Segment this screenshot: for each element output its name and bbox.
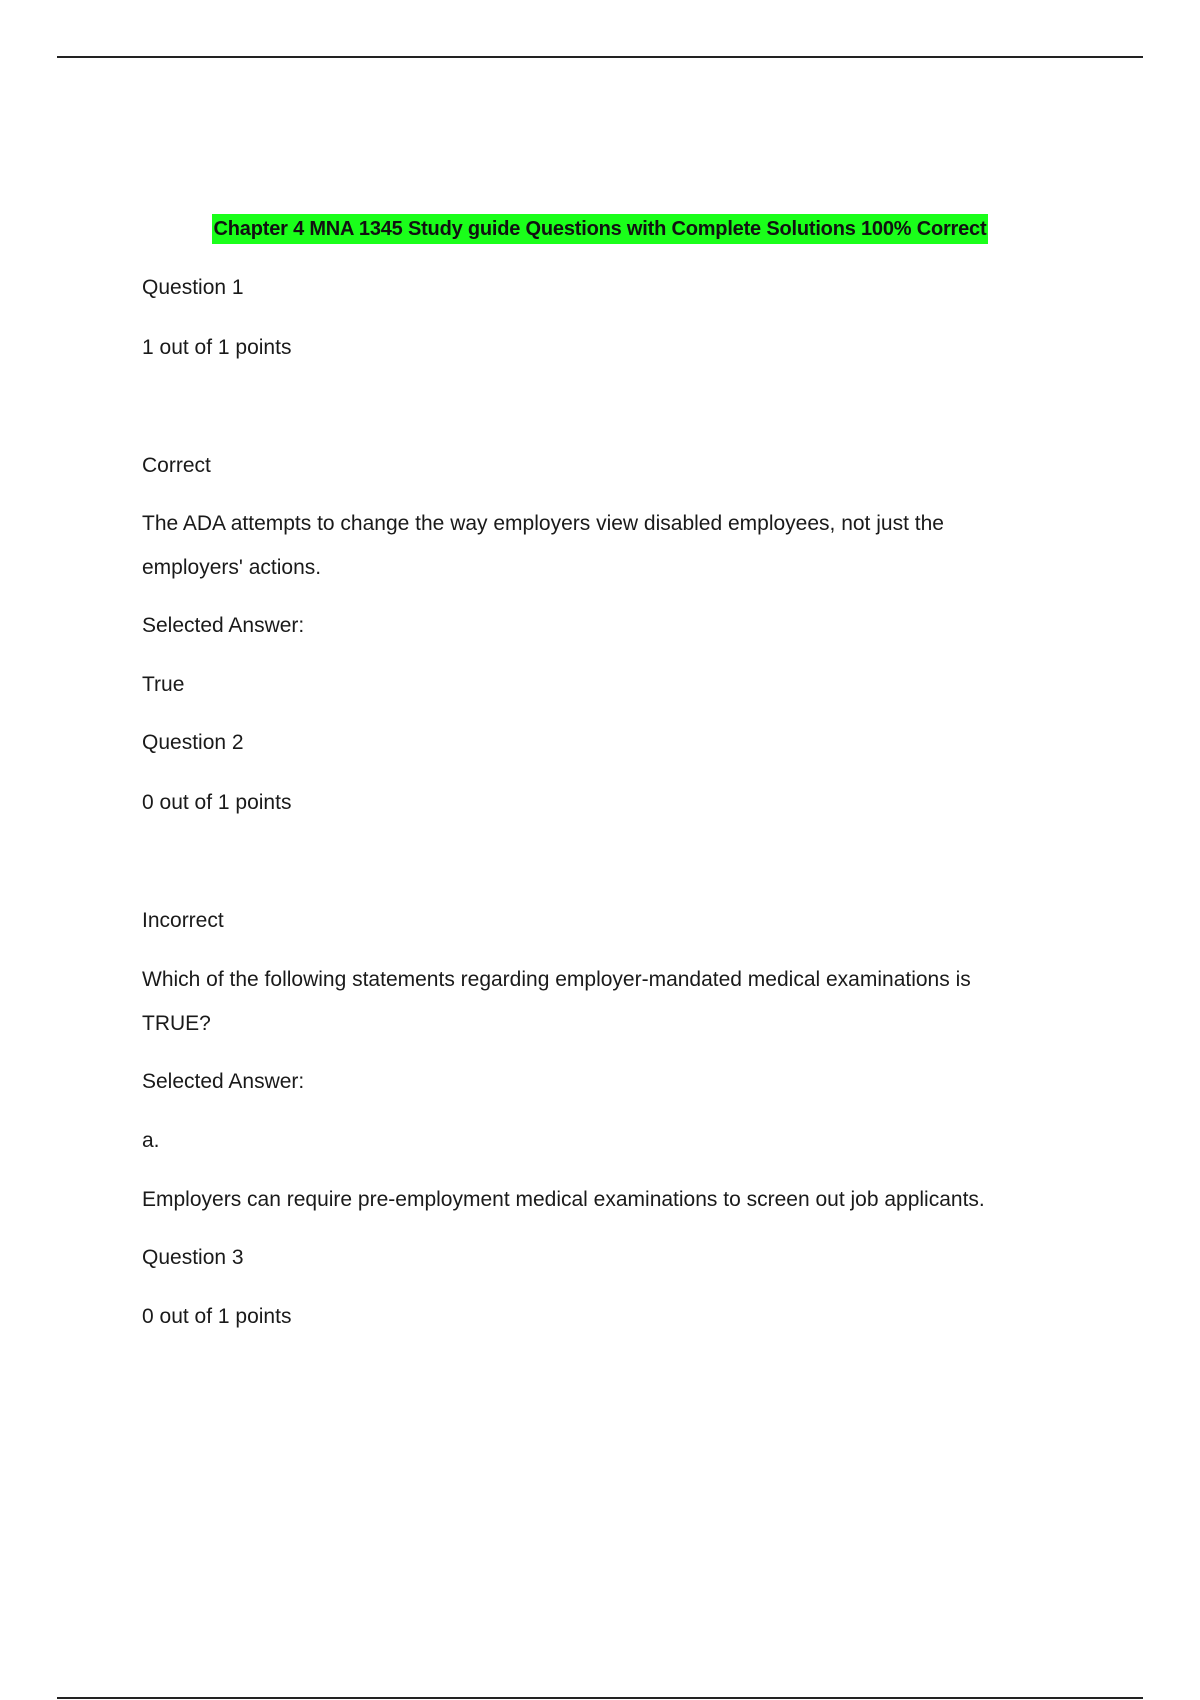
question-1-status: Correct: [142, 454, 211, 477]
bottom-divider: [57, 1697, 1143, 1699]
question-1-selected-label: Selected Answer:: [142, 614, 305, 637]
question-2-label: Question 2: [142, 731, 244, 754]
question-2-status: Incorrect: [142, 909, 224, 932]
top-divider: [57, 56, 1143, 58]
question-1-answer: True: [142, 673, 185, 696]
question-3-label: Question 3: [142, 1246, 244, 1269]
question-2-answer: Employers can require pre-employment medical examinations to screen out job applicants.: [142, 1188, 985, 1211]
question-2-text-line-2: TRUE?: [142, 1012, 211, 1035]
question-1-text-line-1: The ADA attempts to change the way employers view disabled employees, not just the: [142, 512, 944, 535]
question-2-points: 0 out of 1 points: [142, 791, 292, 814]
question-2-text-line-1: Which of the following statements regarding employer-mandated medical examinations is: [142, 968, 971, 991]
question-1-points: 1 out of 1 points: [142, 336, 292, 359]
question-2-answer-letter: a.: [142, 1129, 160, 1152]
title-container: [0, 214, 1200, 244]
question-1-label: Question 1: [142, 276, 244, 299]
document-title: Chapter 4 MNA 1345 Study guide Questions with Complete Solutions 100% Correct: [212, 214, 989, 244]
question-3-points: 0 out of 1 points: [142, 1305, 292, 1328]
question-1-text-line-2: employers' actions.: [142, 556, 322, 579]
question-2-selected-label: Selected Answer:: [142, 1070, 305, 1093]
